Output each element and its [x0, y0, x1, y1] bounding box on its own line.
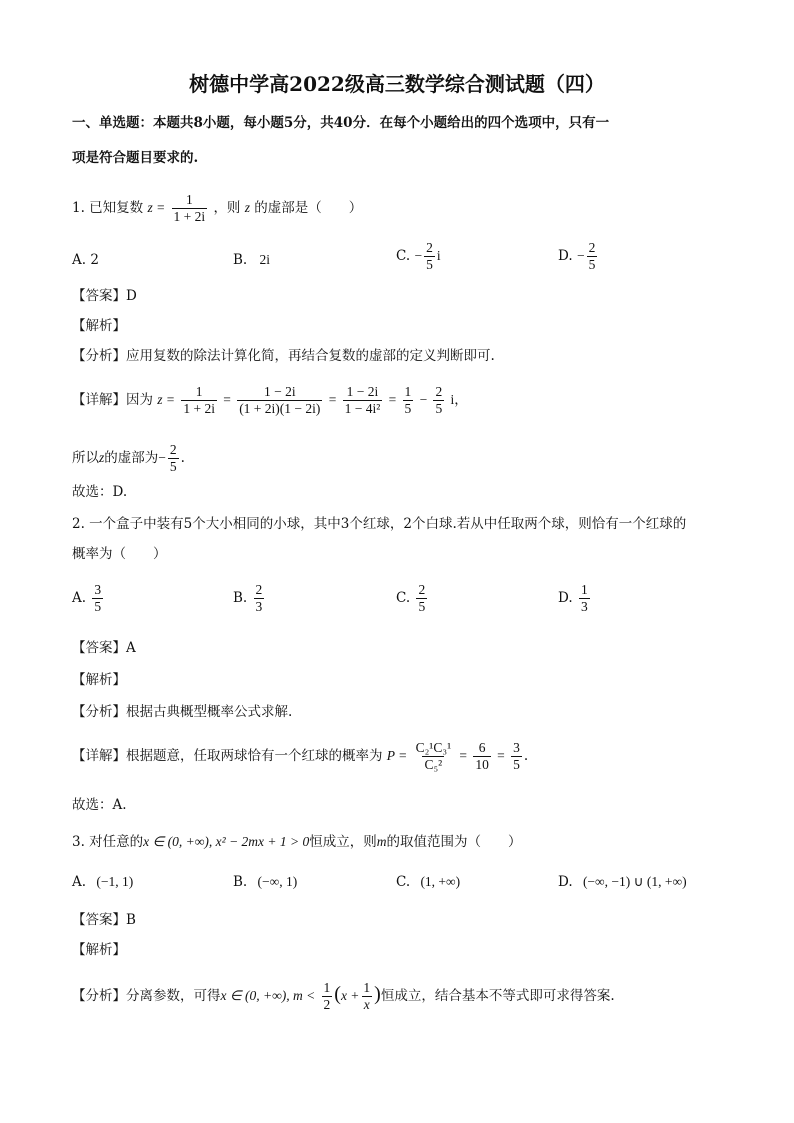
q3-prefix: 3. 对任意的: [72, 834, 144, 850]
q1-option-d: [558, 240, 599, 273]
section-heading-line1: 一、单选题：本题共8小题，每小题5分，共40分．在每个小题给出的四个选项中，只有一: [72, 115, 610, 131]
q2-option-b: [233, 582, 266, 615]
q1-xj-frac2-den: (1 + 2i)(1 − 2i): [239, 401, 321, 416]
q1-option-d-label: D.: [558, 248, 573, 264]
q1-frac-den: 1 + 2i: [173, 209, 206, 224]
q1-frac-num: 1: [185, 192, 193, 207]
q2-option-c-den: 5: [418, 599, 426, 614]
q3-fenxi-pre: 【分析】分离参数，可得: [72, 988, 221, 1004]
q2-frac2-num: 6: [478, 740, 486, 755]
q1-xj-frac2-num: 1 − 2i: [263, 384, 296, 399]
q2-option-a-den: 5: [94, 599, 102, 614]
q1-xj-frac2: [237, 384, 322, 417]
q2-xiangjie: 【详解】根据题意，任取两球恰有一个红球的概率为 P = $\frac{\text{C₂¹C₃¹}}{\text{C₅²}}$ = $\frac{6}{10}$ = $\frac{3}{5}$ .: [72, 740, 529, 772]
q2-stem-line2: 概率为（ ）: [72, 546, 167, 562]
q1-suoyi: 所以z的虚部为− $\frac{2}{5}$ .: [72, 442, 185, 474]
q1-xj-frac4-den: 5: [404, 401, 412, 416]
q2-option-a-frac: [92, 582, 103, 615]
q3-fenxi-inv: [361, 980, 372, 1013]
q3-fenxi-half-num: 1: [323, 980, 331, 995]
q3-cond: x ∈ (0, +∞), x² − 2mx + 1 > 0: [143, 834, 310, 849]
q2-frac1-num: C₂¹C₃¹: [415, 740, 452, 755]
q1-option-c-num: 2: [426, 240, 433, 255]
q1-xj-frac1-den: 1 + 2i: [183, 401, 215, 416]
q1-suoyi-mid: 的虚部为: [104, 450, 159, 466]
q1-stem: [72, 192, 362, 225]
q3-option-b: [233, 872, 297, 892]
q1-xj-frac1-num: 1: [195, 384, 203, 399]
q2-frac2: [473, 740, 491, 773]
q1-option-a: A. 2: [72, 252, 99, 268]
q3-fenxi-inv-num: 1: [363, 980, 371, 995]
q3-option-c: [396, 872, 460, 892]
q1-suoyi-den: 5: [169, 459, 177, 474]
q3-option-d-value: (−∞, −1) ∪ (1, +∞): [582, 874, 687, 889]
q1-xj-frac5-den: 5: [435, 401, 443, 416]
q2-option-c-label: C.: [396, 590, 411, 606]
q3-fenxi-x: x +: [340, 988, 360, 1003]
q1-option-c: [396, 240, 441, 273]
q2-option-a-label: A.: [72, 590, 87, 606]
q3-option-d-label: D.: [558, 874, 573, 890]
q2-option-a: [72, 582, 105, 615]
q1-option-d-sign: −: [576, 248, 585, 263]
page-title: 树德中学高2022级高三数学综合测试题（四）: [189, 72, 605, 96]
q1-option-c-den: 5: [426, 257, 433, 272]
q3-fenxi-half-den: 2: [323, 997, 331, 1012]
q1-xj-frac5: [433, 384, 444, 417]
q2-option-b-num: 2: [255, 582, 263, 597]
q1-xj-z: z =: [157, 392, 176, 407]
q3-option-b-value: (−∞, 1): [257, 874, 298, 889]
q1-option-c-frac: [424, 240, 435, 273]
q3-mid: 恒成立，则: [309, 834, 377, 850]
q3-fenxi: 【分析】分离参数，可得x ∈ (0, +∞), m < $\frac{1}{2}$ (x + $\frac{1}{x}$ )恒成立，结合基本不等式即可求得答案.: [72, 980, 615, 1012]
q1-suoyi-num: 2: [169, 442, 177, 457]
q3-option-d: [558, 872, 687, 892]
q1-jiexi: 【解析】: [72, 318, 126, 334]
q2-option-c-num: 2: [418, 582, 426, 597]
q1-suoyi-pre: 所以: [72, 450, 99, 466]
q3-suffix: 的取值范围为（ ）: [386, 834, 522, 850]
q2-option-d: [558, 582, 592, 615]
q1-suoyi-z: z: [99, 450, 105, 465]
q3-option-a: [72, 872, 133, 892]
q1-option-b-value: 2i: [259, 252, 271, 267]
q1-xj-frac5-num: 2: [435, 384, 443, 399]
q1-option-c-label: C.: [396, 248, 411, 264]
q3-answer: 【答案】B: [72, 912, 136, 928]
q3-fenxi-cond: x ∈ (0, +∞), m <: [220, 988, 316, 1003]
q1-fraction: [172, 192, 208, 225]
q1-option-d-den: 5: [588, 257, 596, 272]
q2-guxuan: 故选：A.: [72, 797, 127, 813]
q1-option-b: [233, 250, 270, 270]
q2-option-b-frac: [254, 582, 265, 615]
q2-option-a-num: 3: [94, 582, 102, 597]
q2-option-d-num: 1: [580, 582, 588, 597]
q3-fenxi-suffix: 恒成立，结合基本不等式即可求得答案.: [380, 988, 615, 1004]
q3-stem: [72, 832, 522, 852]
q2-frac1: [414, 740, 454, 773]
q1-z-eq: z =: [147, 200, 166, 215]
q3-option-c-label: C.: [396, 874, 411, 890]
q1-xj-frac4: [403, 384, 414, 417]
q2-option-d-frac: [579, 582, 590, 615]
q2-answer: 【答案】A: [72, 640, 136, 656]
q2-frac3-num: 3: [513, 740, 520, 755]
q1-mid: ，则: [213, 200, 241, 216]
q2-option-c: [396, 582, 429, 615]
q3-option-a-label: A.: [72, 874, 87, 890]
q1-suoyi-frac: [168, 442, 179, 475]
q2-fenxi: 【分析】根据古典概型概率公式求解.: [72, 704, 293, 720]
q1-z: z: [244, 200, 250, 215]
q1-option-d-num: 2: [588, 240, 596, 255]
q3-fenxi-half: [322, 980, 333, 1013]
q1-xiangjie-label: 【详解】因为: [72, 392, 153, 408]
q3-option-c-value: (1, +∞): [420, 874, 461, 889]
q1-option-c-tail: i: [436, 248, 441, 263]
q2-p: P =: [386, 748, 408, 763]
q2-option-d-label: D.: [558, 590, 573, 606]
q3-option-b-label: B.: [233, 874, 248, 890]
q1-guxuan: 故选：D.: [72, 484, 128, 500]
q2-option-b-den: 3: [255, 599, 263, 614]
q2-option-d-den: 3: [580, 599, 588, 614]
q2-frac2-den: 10: [475, 757, 489, 772]
q1-xj-frac3: [343, 384, 383, 417]
q2-frac3-den: 5: [513, 757, 520, 772]
q1-xj-frac1: [181, 384, 217, 417]
q1-xj-frac3-den: 1 − 4i²: [344, 401, 381, 416]
q2-frac3: [511, 740, 522, 773]
q3-fenxi-inv-den: x: [363, 997, 370, 1012]
q2-option-b-label: B.: [233, 590, 248, 606]
q2-option-c-frac: [416, 582, 427, 615]
q1-answer: 【答案】D: [72, 288, 137, 304]
q1-option-b-label: B.: [233, 252, 248, 268]
q3-option-a-value: (−1, 1): [96, 874, 134, 889]
q2-stem-line1: 2. 一个盒子中装有5个大小相同的小球，其中3个红球，2个白球.若从中任取两个球，则恰有一个红球的: [72, 516, 687, 532]
q1-option-d-frac: [587, 240, 598, 273]
q1-suffix: 的虚部是（ ）: [254, 200, 363, 216]
section-heading-line2: 项是符合题目要求的.: [72, 150, 199, 166]
q2-jiexi: 【解析】: [72, 672, 126, 688]
q3-jiexi: 【解析】: [72, 942, 126, 958]
q1-xj-frac4-num: 1: [404, 384, 412, 399]
q1-prefix: 1. 已知复数: [72, 200, 144, 216]
q2-xiangjie-label: 【详解】根据题意，任取两球恰有一个红球的概率为: [72, 748, 383, 764]
q1-xj-tail: i，: [450, 392, 468, 407]
q3-m: m: [376, 834, 387, 849]
q1-fenxi: 【分析】应用复数的除法计算化简，再结合复数的虚部的定义判断即可.: [72, 348, 495, 364]
q1-xj-frac3-num: 1 − 2i: [346, 384, 379, 399]
q1-option-c-sign: −: [414, 248, 423, 263]
q1-xiangjie: 【详解】因为 z = $\frac{1}{1 + 2i}$ = $\frac{1 - 2i}{(1 + 2i)(1 - 2i)}$ = $\frac{1 - 2i}{\text{1 − 4i²}}$ = $\frac{1}{5}$ − $\frac{2}{5}$ i，: [72, 384, 468, 416]
q2-frac1-den: C₅²: [424, 757, 443, 772]
